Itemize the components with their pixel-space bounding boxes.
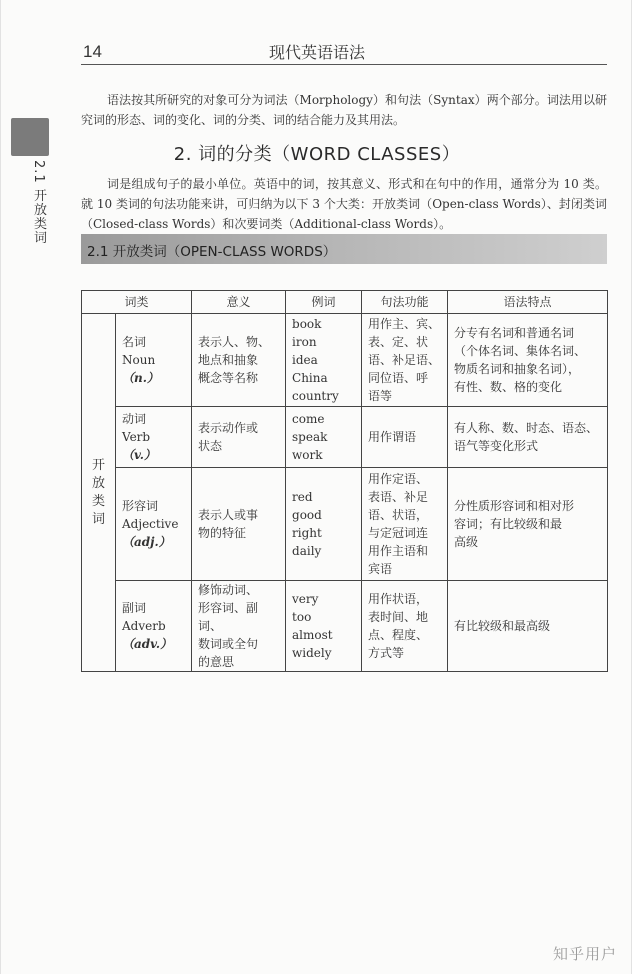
feature-line: （个体名词、集体名词、: [454, 344, 587, 358]
word-class-name-cell: [116, 407, 192, 468]
meaning-line: 数词或全句: [198, 637, 259, 651]
features-cell: [448, 468, 608, 581]
header-cell: 词类: [82, 291, 192, 314]
feature-line: 分性质形容词和相对形: [454, 499, 575, 513]
meaning-cell: [192, 468, 286, 581]
meaning-line: 概念等名称: [198, 371, 259, 385]
class-abbr: （v.）: [122, 448, 156, 462]
word-class-name-cell: [116, 581, 192, 672]
example-word: right: [292, 526, 322, 540]
subsection-title: 2.1 开放类词（OPEN-CLASS WORDS）: [87, 244, 337, 260]
class-name-en: Noun: [122, 353, 156, 367]
examples-cell: [286, 468, 362, 581]
section-paragraph: 词是组成句子的最小单位。英语中的词，按其意义、形式和在句中的作用，通常分为 10 类。就 10 类词的句法功能来讲，可归纳为以下 3 个大类：开放类词（Open-class Words）、封闭类词（Closed-class Words）和次要词类（Additional-class Words）。: [81, 177, 607, 231]
header-rule: [81, 64, 607, 65]
header-cell: 意义: [192, 291, 286, 314]
table-header-row: [82, 291, 608, 314]
function-cell: [362, 468, 448, 581]
header-cell: 例词: [286, 291, 362, 314]
features-cell: [448, 581, 608, 672]
class-abbr: （adj.）: [122, 535, 171, 549]
class-name-cn: 副词: [122, 601, 147, 615]
examples-cell: [286, 581, 362, 672]
feature-line: 分专有名词和普通名词: [454, 326, 575, 340]
examples-cell: [286, 314, 362, 407]
example-word: country: [292, 389, 339, 403]
function-line: 点、程度、: [368, 628, 429, 642]
header-cell: 句法功能: [362, 291, 448, 314]
function-line: 用作主、宾、: [368, 317, 441, 331]
meaning-cell: [192, 314, 286, 407]
function-line: 用作状语，: [368, 592, 429, 606]
class-name-en: Adverb: [122, 619, 166, 633]
function-cell: [362, 581, 448, 672]
class-name-cn: 形容词: [122, 499, 159, 513]
function-line: 表时间、地: [368, 610, 429, 624]
function-line: 语等: [368, 389, 393, 403]
class-name-en: Verb: [122, 430, 151, 444]
group-label: 开放类词: [91, 457, 105, 527]
example-word: good: [292, 508, 322, 522]
meaning-line: 形容词、副词、: [198, 601, 259, 633]
example-word: iron: [292, 335, 317, 349]
function-line: 同位语、呼: [368, 371, 429, 385]
word-class-name-cell: [116, 314, 192, 407]
example-word: China: [292, 371, 328, 385]
page-number: 14: [83, 42, 102, 61]
function-line: 方式等: [368, 646, 405, 660]
feature-line: 容词；有比较级和最: [454, 517, 563, 531]
example-word: come: [292, 412, 325, 426]
class-name-en: Adjective: [122, 517, 179, 531]
side-section-label: 2.1 开放类词: [31, 160, 46, 245]
table-row: [82, 581, 608, 672]
feature-line: 有人称、数、时态、语态、: [454, 421, 599, 435]
group-label-cell: [82, 314, 116, 672]
subsection-banner: [81, 234, 607, 264]
feature-line: 有性、数、格的变化: [454, 380, 563, 394]
example-word: very: [292, 592, 319, 606]
example-word: speak: [292, 430, 328, 444]
function-line: 语、补足语、: [368, 353, 441, 367]
function-line: 语、状语，: [368, 508, 429, 522]
meaning-line: 表示人、物、: [198, 335, 271, 349]
meaning-line: 表示人或事: [198, 508, 259, 522]
function-line: 宾语: [368, 562, 393, 576]
function-line: 用作定语、: [368, 472, 429, 486]
meaning-line: 的意思: [198, 655, 235, 669]
feature-line: 高级: [454, 535, 479, 549]
watermark: 知乎用户: [552, 945, 617, 963]
header-cell: 语法特点: [448, 291, 608, 314]
intro-paragraph: 语法按其所研究的对象可分为词法（Morphology）和句法（Syntax）两个部分。词法用以研究词的形态、词的变化、词的分类、词的结合能力及其用法。: [81, 93, 607, 127]
table-row: [82, 314, 608, 407]
example-word: book: [292, 317, 322, 331]
function-line: 表、定、状: [368, 335, 429, 349]
function-cell: [362, 407, 448, 468]
meaning-cell: [192, 407, 286, 468]
function-line: 用作谓语: [368, 430, 417, 444]
meaning-line: 状态: [198, 439, 223, 453]
table-row: [82, 407, 608, 468]
class-abbr: （n.）: [122, 371, 159, 385]
class-name-cn: 动词: [122, 412, 147, 426]
running-title: 现代英语语法: [268, 43, 365, 62]
meaning-cell: [192, 581, 286, 672]
meaning-line: 修饰动词、: [198, 583, 259, 597]
feature-line: 物质名词和抽象名词），: [454, 362, 581, 376]
word-class-table: [81, 290, 608, 672]
features-cell: [448, 314, 608, 407]
example-word: widely: [292, 646, 332, 660]
feature-line: 语气等变化形式: [454, 439, 539, 453]
example-word: idea: [292, 353, 318, 367]
meaning-line: 地点和抽象: [198, 353, 259, 367]
function-line: 与定冠词连: [368, 526, 429, 540]
class-abbr: （adv.）: [122, 637, 173, 651]
example-word: too: [292, 610, 312, 624]
features-cell: [448, 407, 608, 468]
example-word: almost: [292, 628, 333, 642]
meaning-line: 物的特征: [198, 526, 247, 540]
meaning-line: 表示动作或: [198, 421, 259, 435]
examples-cell: [286, 407, 362, 468]
example-word: daily: [292, 544, 322, 558]
section-heading: 2. 词的分类（WORD CLASSES）: [173, 144, 461, 165]
function-line: 用作主语和: [368, 544, 429, 558]
function-cell: [362, 314, 448, 407]
function-line: 表语、补足: [368, 490, 429, 504]
feature-line: 有比较级和最高级: [454, 619, 551, 633]
word-class-name-cell: [116, 468, 192, 581]
example-word: work: [292, 448, 323, 462]
table-row: [82, 468, 608, 581]
class-name-cn: 名词: [122, 335, 147, 349]
example-word: red: [292, 490, 313, 504]
